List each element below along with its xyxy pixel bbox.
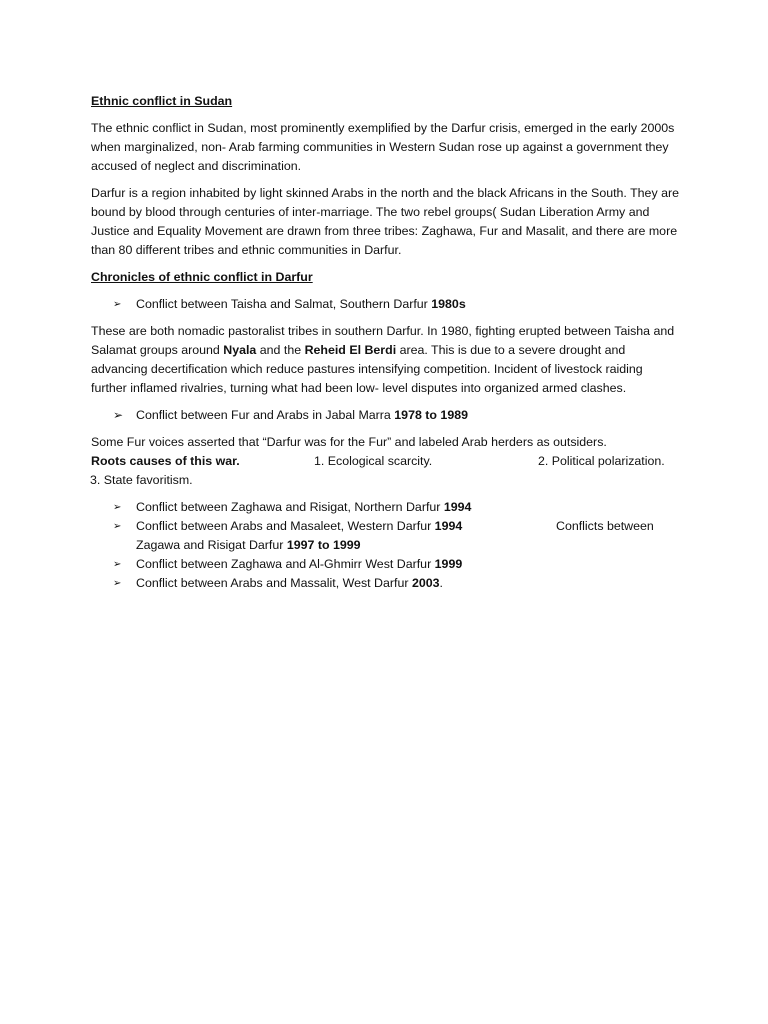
bullet-text: Conflict between Taisha and Salmat, Southern Darfur	[136, 297, 432, 311]
document-body	[91, 92, 681, 601]
bullet-text: Conflict between Fur and Arabs in Jabal Marra	[136, 408, 395, 422]
place-nyala: Nyala	[223, 343, 257, 357]
roots-item-1: 1. Ecological scarcity.	[314, 454, 433, 468]
roots-item-2: 2. Political polarization.	[538, 454, 665, 468]
intro-paragraph: The ethnic conflict in Sudan, most prominently exemplified by the Darfur crisis, emerged in the early 2000s when marginalized, non- Arab farming communities in Western Sudan rose up against a government they accused of neglect and discrimination.	[91, 121, 675, 173]
side-note-a: Conflicts between	[556, 519, 654, 533]
text-run: area. This is due to a severe drought and advancing decertification which reduce pastures intensifying competition. Incident of livestock raiding further inflamed rivalries, turning what had been low- level disputes into organized armed clashes.	[91, 343, 643, 395]
roots-line	[91, 452, 681, 471]
bullet-date: 2003	[411, 576, 440, 590]
arrow-bullet-icon: ➢	[113, 502, 122, 513]
list-item	[91, 517, 681, 555]
roots-item-3: 3. State favoritism.	[90, 473, 193, 487]
place-reheid: Reheid El Berdi	[304, 343, 397, 357]
fur-block	[91, 433, 681, 490]
bullet-text: Conflict between Arabs and Masaleet, Western Darfur	[136, 519, 435, 533]
bullet-date: 1994	[434, 519, 463, 533]
list-item	[91, 295, 681, 314]
bullet-date: 1994	[443, 500, 472, 514]
taisha-paragraph	[91, 322, 681, 398]
bullet-text: Conflict between Arabs and Massalit, West Darfur	[136, 576, 412, 590]
darfur-paragraph: Darfur is a region inhabited by light skinned Arabs in the north and the black Africans in the South. They are bound by blood through centuries of inter-marriage. The two rebel groups( Sudan Liberation Army and Justice and Equality Movement are drawn from three tribes: Zaghawa, Fur and Masalit, and there are more than 80 different tribes and ethnic communities in Darfur.	[91, 186, 679, 257]
bullet-list-1	[91, 295, 681, 314]
list-item	[91, 555, 681, 574]
roots-label: Roots causes of this war.	[91, 454, 240, 468]
arrow-bullet-icon: ➢	[113, 408, 124, 422]
text-run: These are both nomadic pastoralist tribes in southern Darfur. In 1980, fighting erupted between Taisha and Salamat groups around	[91, 324, 675, 357]
text-run: and the	[256, 343, 305, 357]
arrow-bullet-icon: ➢	[113, 521, 122, 532]
bullet-date: 1978 to 1989	[394, 408, 468, 422]
bullet-date: 1999	[434, 557, 463, 571]
arrow-bullet-icon: ➢	[113, 559, 122, 570]
document-title: Ethnic conflict in Sudan	[91, 94, 233, 108]
bullet-text: Conflict between Zaghawa and Al-Ghmirr West Darfur	[136, 557, 435, 571]
list-item	[91, 498, 681, 517]
arrow-bullet-icon: ➢	[113, 299, 122, 310]
section-title-chronicles: Chronicles of ethnic conflict in Darfur	[91, 270, 313, 284]
bullet-date: 1980s	[431, 297, 466, 311]
bullet-list-2	[91, 406, 681, 425]
arrow-bullet-icon: ➢	[113, 578, 122, 589]
list-item: ➢ Conflict between Arabs and Massalit, West Darfur 2003.	[91, 574, 681, 593]
bullet-list-3	[91, 498, 681, 593]
list-item	[91, 406, 681, 425]
side-note-b: Zagawa and Risigat Darfur 1997 to 1999	[136, 538, 361, 552]
bullet-text: Conflict between Zaghawa and Risigat, Northern Darfur	[136, 500, 444, 514]
fur-paragraph: Some Fur voices asserted that “Darfur was for the Fur” and labeled Arab herders as outsiders.	[91, 435, 607, 449]
